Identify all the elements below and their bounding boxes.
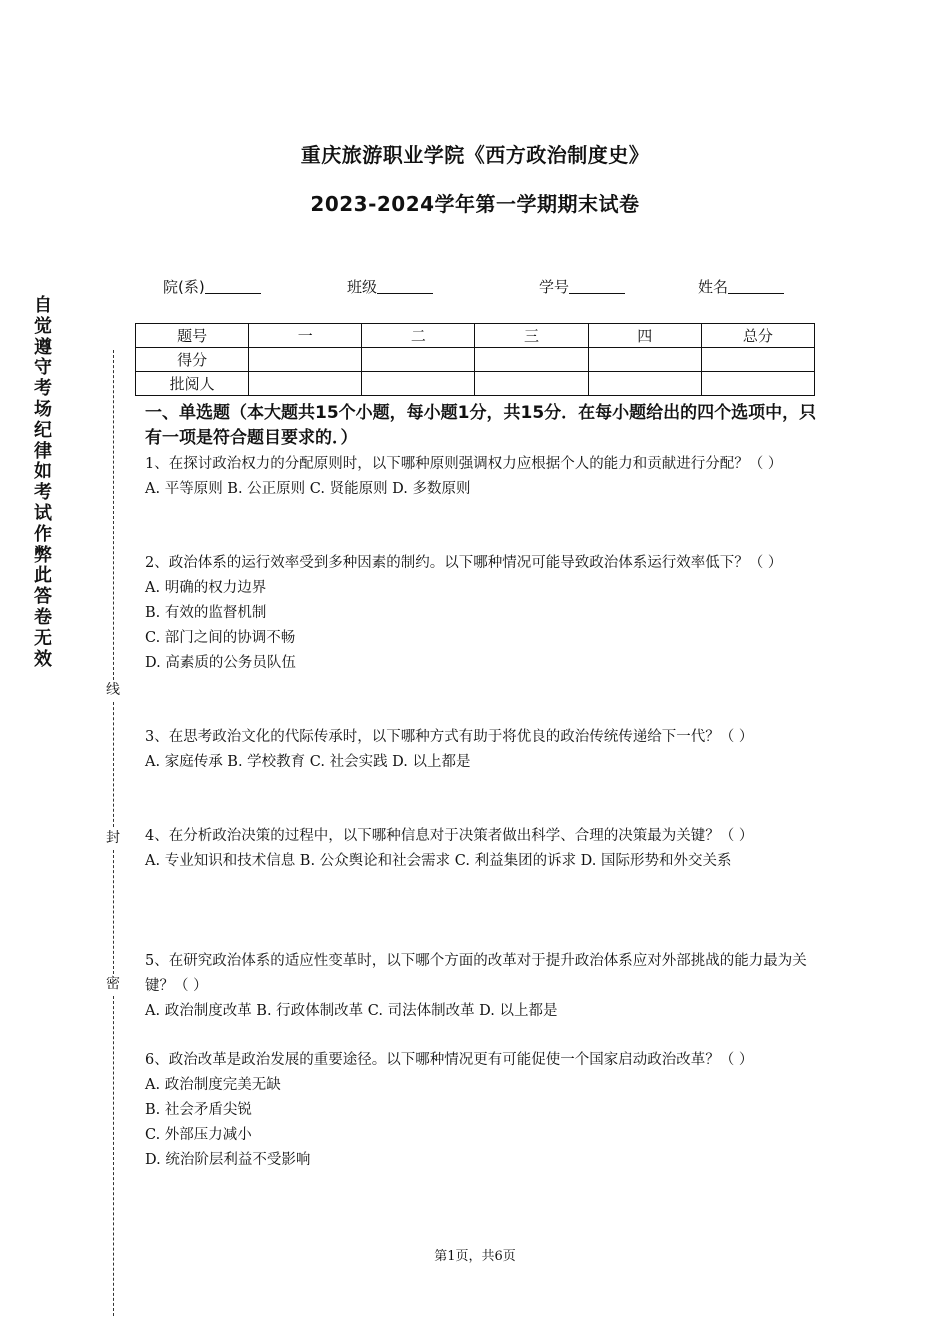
header-cell: 一 (249, 324, 362, 348)
question-6 (145, 1048, 810, 1173)
score-cell (588, 348, 701, 372)
question-options: A. 专业知识和技术信息 B. 公众舆论和社会需求 C. 利益集团的诉求 D. 国际形势和外交关系 (145, 853, 732, 869)
exam-title-line2: 2023-2024学年第一学期期末试卷 (310, 192, 640, 216)
grader-row-label: 批阅人 (136, 372, 249, 396)
option-c: C. 外部压力减小 (145, 1127, 252, 1143)
grader-cell (249, 372, 362, 396)
seal-dashed-line (113, 350, 114, 680)
score-table (135, 323, 815, 396)
class-blank (377, 278, 433, 294)
option-d: D. 高素质的公务员队伍 (145, 655, 296, 671)
header-cell: 题号 (136, 324, 249, 348)
question-stem: 3、在思考政治文化的代际传承时，以下哪种方式有助于将优良的政治传统传递给下一代？（ ） (145, 729, 754, 745)
department-label: 院(系) (163, 278, 205, 296)
question-3 (145, 725, 810, 775)
grader-cell (475, 372, 588, 396)
question-5 (145, 949, 810, 1024)
score-row (136, 348, 815, 372)
student-id-label: 学号 (539, 278, 570, 296)
seal-dashed-line (113, 996, 114, 1316)
option-b: B. 社会矛盾尖锐 (145, 1102, 252, 1118)
header-cell: 四 (588, 324, 701, 348)
option-c: C. 部门之间的协调不畅 (145, 630, 296, 646)
question-4 (145, 824, 810, 874)
grader-row (136, 372, 815, 396)
seal-mark-line: 线 (106, 682, 120, 698)
seal-dashed-line (113, 850, 114, 974)
score-cell (475, 348, 588, 372)
seal-mark-secret: 密 (106, 976, 120, 992)
seal-dashed-line (113, 702, 114, 827)
student-info-row (0, 276, 950, 298)
option-d: D. 统治阶层利益不受影响 (145, 1152, 311, 1168)
department-blank (205, 278, 261, 294)
grader-cell (588, 372, 701, 396)
question-options: A. 平等原则 B. 公正原则 C. 贤能原则 D. 多数原则 (145, 481, 471, 497)
student-id-field (539, 276, 625, 297)
question-stem: 1、在探讨政治权力的分配原则时，以下哪种原则强调权力应根据个人的能力和贡献进行分配？（ ） (145, 456, 783, 472)
seal-mark-seal: 封 (106, 830, 120, 846)
option-a: A. 政治制度完美无缺 (145, 1077, 281, 1093)
question-1 (145, 452, 810, 502)
score-table-header-row (136, 324, 815, 348)
score-cell (362, 348, 475, 372)
question-2 (145, 551, 810, 676)
name-blank (728, 278, 784, 294)
grader-cell (701, 372, 814, 396)
question-stem: 2、政治体系的运行效率受到多种因素的制约。以下哪种情况可能导致政治体系运行效率低下？（ ） (145, 555, 783, 571)
question-options: A. 政治制度改革 B. 行政体制改革 C. 司法体制改革 D. 以上都是 (145, 1003, 558, 1019)
exam-title-line1: 重庆旅游职业学院《西方政治制度史》 (300, 143, 650, 167)
score-row-label: 得分 (136, 348, 249, 372)
score-cell (249, 348, 362, 372)
question-stem: 6、政治改革是政治发展的重要途径。以下哪种情况更有可能促使一个国家启动政治改革？（ ） (145, 1052, 754, 1068)
name-field (698, 276, 784, 297)
option-b: B. 有效的监督机制 (145, 605, 267, 621)
header-cell: 总分 (701, 324, 814, 348)
score-cell (701, 348, 814, 372)
question-stem: 4、在分析政治决策的过程中，以下哪种信息对于决策者做出科学、合理的决策最为关键？（ ） (145, 828, 754, 844)
class-field (347, 276, 433, 297)
question-stem: 5、在研究政治体系的适应性变革时，以下哪个方面的改革对于提升政治体系应对外部挑战的能力最为关键？（ ） (145, 953, 807, 994)
page-footer: 第1页，共6页 (434, 1249, 516, 1264)
name-label: 姓名 (698, 278, 729, 296)
exam-discipline-notice: 自觉遵守考场纪律如考试作弊此答卷无效 (34, 295, 52, 670)
question-options: A. 家庭传承 B. 学校教育 C. 社会实践 D. 以上都是 (145, 754, 471, 770)
grader-cell (362, 372, 475, 396)
department-field (163, 276, 261, 297)
section-title: 一、单选题（本大题共15个小题，每小题1分，共15分．在每小题给出的四个选项中，只有一项是符合题目要求的．） (145, 403, 817, 448)
header-cell: 二 (362, 324, 475, 348)
class-label: 班级 (347, 278, 378, 296)
option-a: A. 明确的权力边界 (145, 580, 267, 596)
header-cell: 三 (475, 324, 588, 348)
student-id-blank (569, 278, 625, 294)
